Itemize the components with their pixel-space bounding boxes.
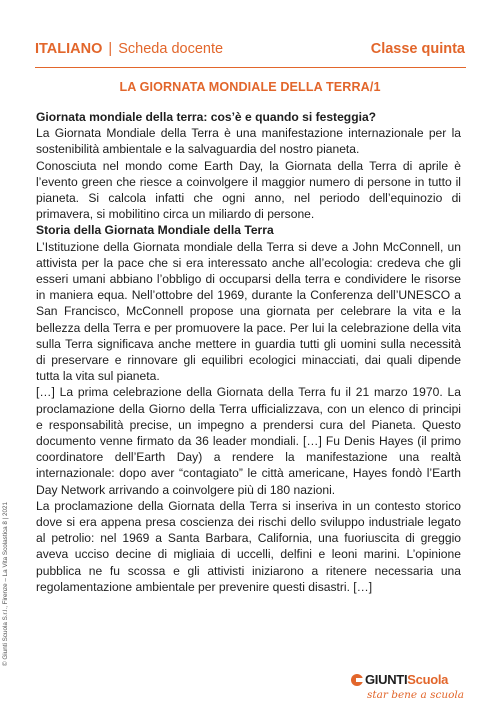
sheet-type: Scheda docente (118, 41, 224, 57)
paragraph: La proclamazione della Giornata della Terra si inseriva in un contesto storico dove si era appena presa coscienza dei rischi dello sviluppo industriale legato al petrolio: nel 1969 a Santa Barbara, California, una fuoriuscita di greggio aveva ucciso decine di migliaia di uccelli, delfini e leoni marini. L’opinione pubblica ne fu scossa e gli attivisti iniziarono a ritenere necessaria una regolamentazione ambientale per prevenire questi disastri. […] (36, 498, 461, 594)
section-heading-what-when: Giornata mondiale della terra: cos’è e quando si festeggia? (36, 110, 377, 124)
document-body (36, 109, 461, 595)
logo-name-part1: GIUNTI (365, 672, 408, 687)
section-heading-history: Storia della Giornata Mondiale della Terra (36, 223, 274, 238)
header-separator: | (108, 41, 113, 57)
grade-label: Classe quinta (370, 41, 465, 57)
page-header (35, 39, 466, 68)
subject-label (35, 41, 223, 57)
logo-name-part2: Scuola (407, 672, 449, 687)
giunti-g-icon (351, 674, 363, 686)
subject-name: ITALIANO (35, 41, 103, 57)
paragraph: L’Istituzione della Giornata mondiale della Terra si deve a John McConnell, un attivista per la pace che si era interessato anche all’ecologia: credeva che gli esseri umani abbiano l’obbligo di occuparsi della terra e condividere le risorse in maniera equa. Nell’ottobre del 1969, durante la Conferenza dell’UNESCO a San Francisco, McConnell propose una giornata per celebrare la vita e la bellezza della Terra e per promuovere la pace. Per lui la celebrazione della vita sulla Terra significava anche mettere in guardia tutti gli uomini sulla necessità di preservare e rinnovare gli equilibri ecologici minacciati, dai quali dipende tutta la vita sul pianeta. (36, 239, 461, 384)
paragraph: […] La prima celebrazione della Giornata della Terra fu il 21 marzo 1970. La proclamazione della Giorno della Terra ufficializzava, con un elenco di principi e responsabilità precise, un impegno a prendersi cura del Pianeta. Questo documento venne firmato da 36 leader mondiali. […] Fu Denis Hayes (il primo coordinatore dell’Earth Day) a rendere la manifestazione una realtà internazionale: dopo aver “contagiato” le città americane, Hayes fondò l’Earth Day Network arrivando a coinvolgere più di 180 nazioni. (36, 385, 461, 497)
publisher-logo (351, 672, 465, 712)
logo-tagline: star bene a scuola (367, 689, 465, 701)
paragraph: La Giornata Mondiale della Terra è una manifestazione internazionale per la sostenibilità ambientale e la salvaguardia del nostro pianeta. (36, 126, 461, 157)
paragraph: Conosciuta nel mondo come Earth Day, la Giornata della Terra di aprile è l’evento green che riesce a coinvolgere il maggior numero di persone in tutto il pianeta. Si calcola infatti che ogni anno, nel periodo dell’equinozio di primavera, si mobilitino circa un miliardo di persone. (36, 158, 461, 222)
copyright-notice: © Giunti Scuola S.r.l., Firenze – La Vita Scolastica 8 | 2021 (2, 501, 9, 666)
logo-wordmark (351, 672, 448, 687)
document-title: LA GIORNATA MONDIALE DELLA TERRA/1 (119, 80, 381, 94)
